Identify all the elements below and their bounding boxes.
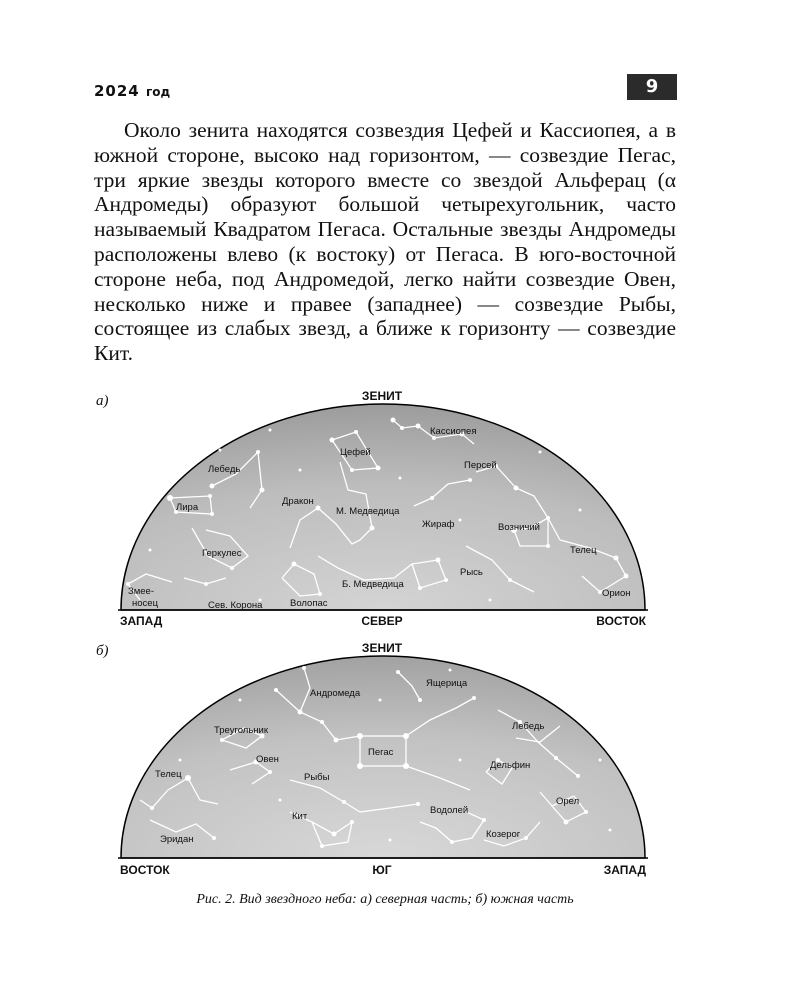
label-capricornus: Козерог (486, 829, 521, 840)
south-south-label: ЮГ (372, 863, 392, 877)
label-corona-borealis: Сев. Корона (208, 600, 263, 611)
label-cassiopeia: Кассиопея (430, 426, 477, 437)
label-ursa-major: Б. Медведица (342, 579, 404, 590)
label-cepheus: Цефей (340, 447, 371, 458)
label-bootes: Волопас (290, 598, 328, 609)
south-east-label: ВОСТОК (120, 863, 170, 877)
label-hercules: Геркулес (202, 548, 242, 559)
label-ophiuchus-line2: носец (132, 598, 159, 609)
label-pisces: Рыбы (304, 772, 330, 783)
label-lacerta: Ящерица (426, 678, 468, 689)
south-zenith-label: ЗЕНИТ (361, 641, 403, 655)
north-west-label: ЗАПАД (120, 614, 163, 628)
label-lyra: Лира (176, 502, 199, 513)
figure-b-label: б) (96, 643, 109, 659)
north-sky-map (118, 389, 648, 628)
figure-a-label: а) (96, 393, 109, 409)
label-taurus-a: Телец (570, 545, 597, 556)
year-number: 2024 (94, 82, 140, 100)
north-north-label: СЕВЕР (361, 614, 403, 628)
south-sky-map (118, 641, 648, 877)
label-cygnus-b: Лебедь (512, 721, 545, 732)
north-zenith-label: ЗЕНИТ (361, 389, 403, 403)
label-lynx: Рысь (460, 567, 483, 578)
label-ursa-minor: М. Медведица (336, 506, 400, 517)
label-andromeda: Андромеда (310, 688, 361, 699)
label-taurus-b: Телец (155, 769, 182, 780)
label-aquarius: Водолей (430, 805, 469, 816)
page-number: 9 (627, 74, 677, 100)
label-pegasus: Пегас (368, 747, 394, 758)
label-aquila: Орел (556, 796, 580, 807)
label-eridanus: Эридан (160, 834, 194, 845)
figure-caption: Рис. 2. Вид звездного неба: а) северная часть; б) южная часть (196, 892, 574, 907)
label-auriga: Возничий (498, 522, 540, 533)
label-ophiuchus-line1: Змее- (128, 586, 154, 597)
south-west-label: ЗАПАД (603, 863, 646, 877)
body-paragraph: Около зенита находятся созвездия Цефей и Кассиопея, а в южной стороне, высоко над горизонтом, — созвездие Пегас, три яркие звезды которого вместе со звездой Альферац (α Андромеды) образуют большой четырехугольник, часто называемый Квадратом Пегаса. Остальные звезды Андромеды расположены влево (к востоку) от Пегаса. В юго-восточной стороне неба, под Андромедой, легко найти созвездие Овен, несколько ниже и правее (западнее) — созвездие Рыбы, состоящее из слабых звезд, а ближе к горизонту — созвездие Кит. (94, 118, 676, 366)
year-suffix: год (145, 85, 171, 99)
label-aries: Овен (256, 754, 279, 765)
label-draco: Дракон (282, 496, 314, 507)
label-orion: Орион (602, 588, 631, 599)
north-east-label: ВОСТОК (596, 614, 646, 628)
label-camelopardalis: Жираф (422, 519, 455, 530)
label-cetus: Кит (292, 811, 308, 822)
label-delphinus: Дельфин (490, 760, 531, 771)
label-perseus: Персей (464, 460, 497, 471)
label-triangulum: Треугольник (214, 725, 269, 736)
label-cygnus-a: Лебедь (208, 464, 241, 475)
